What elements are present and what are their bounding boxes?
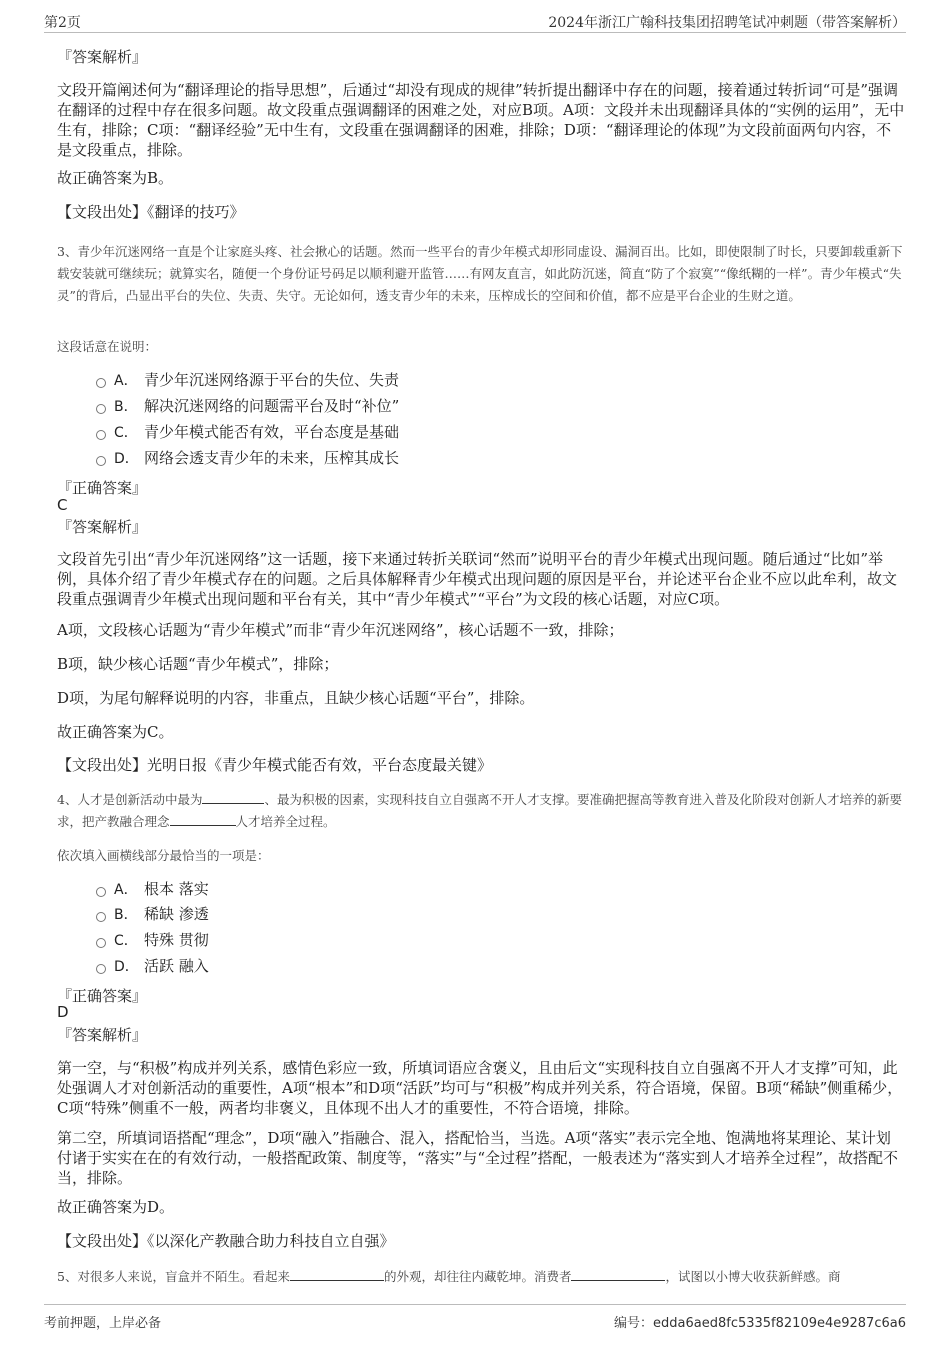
q2-conclusion: 故正确答案为B。 [57, 169, 174, 187]
fill-blank [202, 791, 264, 804]
radio-icon[interactable] [96, 456, 106, 466]
q3-note-b: B项，缺少核心话题“青少年模式”，排除； [57, 655, 339, 673]
radio-icon[interactable] [96, 404, 106, 414]
radio-icon[interactable] [96, 887, 106, 897]
q3-note-a: A项，文段核心话题为“青少年模式”而非“青少年沉迷网络”，核心话题不一致，排除； [57, 621, 624, 639]
q5-question: 5、对很多人来说，盲盒并不陌生。看起来 的外观，却往往内藏乾坤。消费者 ，试图以小博大收获新鲜感。商 [57, 1269, 841, 1284]
document-title: 2024年浙江广翰科技集团招聘笔试冲刺题（带答案解析） [548, 15, 906, 31]
q4-option-b[interactable]: B． 稀缺 渗透 [96, 904, 209, 924]
header-divider [44, 32, 906, 33]
q4-question: 4、人才是创新活动中最为 、最为积极的因素，实现科技自立自强离不开人才支撑。要准确把握高等教育进入普及化阶段对创新人才培养的新要求，把产教融合理念 人才培养全过程。 [57, 792, 902, 829]
fill-blank [170, 813, 236, 826]
q3-correct-answer: C [57, 496, 68, 514]
radio-icon[interactable] [96, 430, 106, 440]
q3-option-d[interactable]: D． 网络会透支青少年的未来，压榨其成长 [96, 448, 399, 468]
q3-prompt: 这段话意在说明： [57, 339, 158, 354]
q3-analysis-label: 『答案解析』 [57, 518, 148, 536]
q4-option-c[interactable]: C． 特殊 贯彻 [96, 930, 209, 950]
q4-analysis-label: 『答案解析』 [57, 1026, 148, 1044]
radio-icon[interactable] [96, 378, 106, 388]
q4-option-d[interactable]: D． 活跃 融入 [96, 956, 209, 976]
q4-correct-answer: D [57, 1003, 69, 1021]
radio-icon[interactable] [96, 912, 106, 922]
q4-prompt: 依次填入画横线部分最恰当的一项是： [57, 848, 270, 863]
fill-blank [290, 1268, 384, 1281]
q4-source: 【文段出处】《以深化产教融合助力科技自立自强》 [57, 1232, 395, 1250]
q2-source: 【文段出处】《翻译的技巧》 [57, 203, 245, 221]
q3-conclusion: 故正确答案为C。 [57, 723, 174, 741]
q4-analysis-para2: 第二空，所填词语搭配“理念”，D项“融入”指融合、混入，搭配恰当，当选。A项“落实”表示完全地、饱满地将某理论、某计划付诸于实实在在的有效行动，一般搭配政策、制度等，“落实”与“全过程”搭配，一般表述为“落实到人才培养全过程”，故搭配不当，排除。 [57, 1129, 899, 1187]
q3-correct-label: 『正确答案』 [57, 479, 148, 497]
footer-divider [44, 1304, 906, 1305]
fill-blank [571, 1268, 665, 1281]
page-number: 第2页 [44, 15, 81, 31]
q4-correct-label: 『正确答案』 [57, 987, 148, 1005]
q2-analysis-label: 『答案解析』 [57, 48, 148, 66]
q3-option-a[interactable]: A． 青少年沉迷网络源于平台的失位、失责 [96, 370, 399, 390]
q2-analysis-text: 文段开篇阐述何为“翻译理论的指导思想”，后通过“却没有现成的规律”转折提出翻译中存在的问题，接着通过转折词“可是”强调在翻译的过程中存在很多问题。故文段重点强调翻译的困难之处，对应B项。A项：文段并未出现翻译具体的“实例的运用”，无中生有，排除；C项：“翻译经验”无中生有，文段重在强调翻译的困难，排除；D项：“翻译理论的体现”为文段前面两句内容，不是文段重点，排除。 [57, 81, 905, 159]
q3-option-b[interactable]: B． 解决沉迷网络的问题需平台及时“补位” [96, 396, 399, 416]
document-code: 编号：edda6aed8fc5335f82109e4e9287c6a6 [614, 1316, 906, 1331]
q4-analysis-para1: 第一空，与“积极”构成并列关系，感情色彩应一致，所填词语应含褒义，且由后文“实现科技自立自强离不开人才支撑”可知，此处强调人才对创新活动的重要性，A项“根本”和D项“活跃”均可与“积极”构成并列关系，符合语境，保留。B项“稀缺”侧重稀少，C项“特殊”侧重不一般，两者均非褒义，且体现不出人才的重要性，不符合语境，排除。 [57, 1059, 903, 1117]
radio-icon[interactable] [96, 938, 106, 948]
q3-source: 【文段出处】光明日报《青少年模式能否有效，平台态度最关键》 [57, 756, 493, 774]
footer-slogan: 考前押题，上岸必备 [44, 1316, 162, 1331]
q3-question: 3、青少年沉迷网络一直是个让家庭头疼、社会揪心的话题。然而一些平台的青少年模式却形同虚设、漏洞百出。比如，即使限制了时长，只要卸载重新下载安装就可继续玩；就算实名，随便一个身份证号码足以顺利避开监管……有网友直言，如此防沉迷，简直“防了个寂寞”“像纸糊的一样”。青少年模式“失灵”的背后，凸显出平台的失位、失责、失守。无论如何，透支青少年的未来，压榨成长的空间和价值，都不应是平台企业的生财之道。 [57, 244, 903, 303]
q3-option-c[interactable]: C． 青少年模式能否有效，平台态度是基础 [96, 422, 399, 442]
q3-note-d: D项，为尾句解释说明的内容，非重点，且缺少核心话题“平台”，排除。 [57, 689, 535, 707]
q4-conclusion: 故正确答案为D。 [57, 1198, 175, 1216]
radio-icon[interactable] [96, 964, 106, 974]
q3-analysis-text: 文段首先引出“青少年沉迷网络”这一话题，接下来通过转折关联词“然而”说明平台的青少年模式出现问题。随后通过“比如”举例，具体介绍了青少年模式存在的问题。之后具体解释青少年模式出现问题的原因是平台，并论述平台企业不应以此牟利，故文段重点强调青少年模式出现问题和平台有关，其中“青少年模式”“平台”为文段的核心话题，对应C项。 [57, 550, 898, 608]
q4-option-a[interactable]: A． 根本 落实 [96, 879, 209, 899]
